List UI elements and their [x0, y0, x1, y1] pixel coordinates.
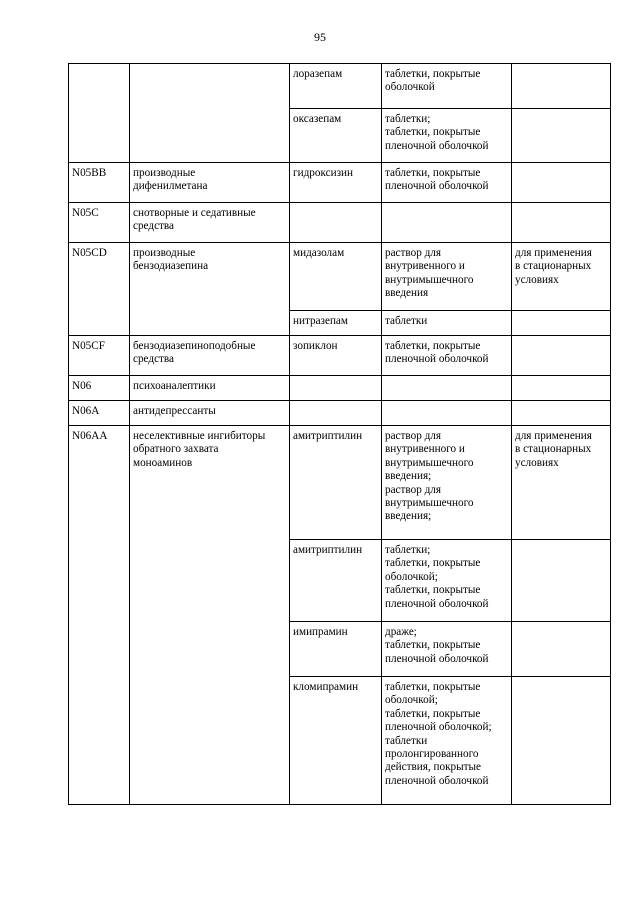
drug-name-cell: зопиклон [290, 336, 382, 376]
drug-table [68, 63, 611, 805]
atc-code-cell: N05BB [69, 163, 130, 203]
note-cell [512, 64, 611, 109]
atc-code-cell: N06A [69, 401, 130, 426]
dosage-form-cell: раствор для внутривенного и внутримышечного введения [382, 243, 512, 311]
group-cell: психоаналептики [130, 376, 290, 401]
table-row [69, 376, 611, 401]
note-cell [512, 109, 611, 163]
note-cell [512, 311, 611, 336]
drug-name-cell [290, 401, 382, 426]
drug-name-cell: мидазолам [290, 243, 382, 311]
note-cell [512, 203, 611, 243]
dosage-form-cell: таблетки [382, 311, 512, 336]
drug-name-cell: оксазепам [290, 109, 382, 163]
table-row [69, 401, 611, 426]
dosage-form-cell: таблетки, покрытые пленочной оболочкой [382, 336, 512, 376]
group-cell: снотворные и седативные средства [130, 203, 290, 243]
group-cell: бензодиазепиноподобные средства [130, 336, 290, 376]
group-cell: антидепрессанты [130, 401, 290, 426]
table-row [69, 426, 611, 540]
note-cell [512, 376, 611, 401]
drug-name-cell: амитриптилин [290, 540, 382, 622]
drug-name-cell [290, 376, 382, 401]
atc-code-cell: N06AA [69, 426, 130, 805]
table-row [69, 203, 611, 243]
note-cell: для применения в стационарных условиях [512, 426, 611, 540]
atc-code-cell: N05CD [69, 243, 130, 336]
dosage-form-cell [382, 376, 512, 401]
group-cell [130, 64, 290, 163]
dosage-form-cell: раствор для внутривенного и внутримышечного введения; раствор для внутримышечного введения; [382, 426, 512, 540]
group-cell: неселективные ингибиторы обратного захвата моноаминов [130, 426, 290, 805]
note-cell [512, 401, 611, 426]
table-row [69, 243, 611, 311]
drug-name-cell: лоразепам [290, 64, 382, 109]
dosage-form-cell: таблетки, покрытые пленочной оболочкой [382, 163, 512, 203]
atc-code-cell [69, 64, 130, 163]
note-cell [512, 336, 611, 376]
drug-name-cell: нитразепам [290, 311, 382, 336]
dosage-form-cell: таблетки, покрытые оболочкой; таблетки, покрытые пленочной оболочкой; таблетки пролонгированного действия, покрытые пленочной оболочкой [382, 677, 512, 805]
group-cell: производные дифенилметана [130, 163, 290, 203]
table-row [69, 64, 611, 109]
note-cell [512, 540, 611, 622]
drug-name-cell [290, 203, 382, 243]
page-number: 95 [314, 30, 326, 44]
drug-name-cell: кломипрамин [290, 677, 382, 805]
atc-code-cell: N05CF [69, 336, 130, 376]
drug-name-cell: амитриптилин [290, 426, 382, 540]
atc-code-cell: N06 [69, 376, 130, 401]
dosage-form-cell: драже; таблетки, покрытые пленочной оболочкой [382, 622, 512, 677]
dosage-form-cell [382, 401, 512, 426]
group-cell: производные бензодиазепина [130, 243, 290, 336]
note-cell [512, 622, 611, 677]
table-row [69, 336, 611, 376]
dosage-form-cell: таблетки; таблетки, покрытые оболочкой; таблетки, покрытые пленочной оболочкой [382, 540, 512, 622]
drug-name-cell: имипрамин [290, 622, 382, 677]
note-cell [512, 677, 611, 805]
dosage-form-cell: таблетки, покрытые оболочкой [382, 64, 512, 109]
note-cell: для применения в стационарных условиях [512, 243, 611, 311]
dosage-form-cell: таблетки; таблетки, покрытые пленочной оболочкой [382, 109, 512, 163]
table-row [69, 163, 611, 203]
note-cell [512, 163, 611, 203]
drug-name-cell: гидроксизин [290, 163, 382, 203]
atc-code-cell: N05C [69, 203, 130, 243]
dosage-form-cell [382, 203, 512, 243]
